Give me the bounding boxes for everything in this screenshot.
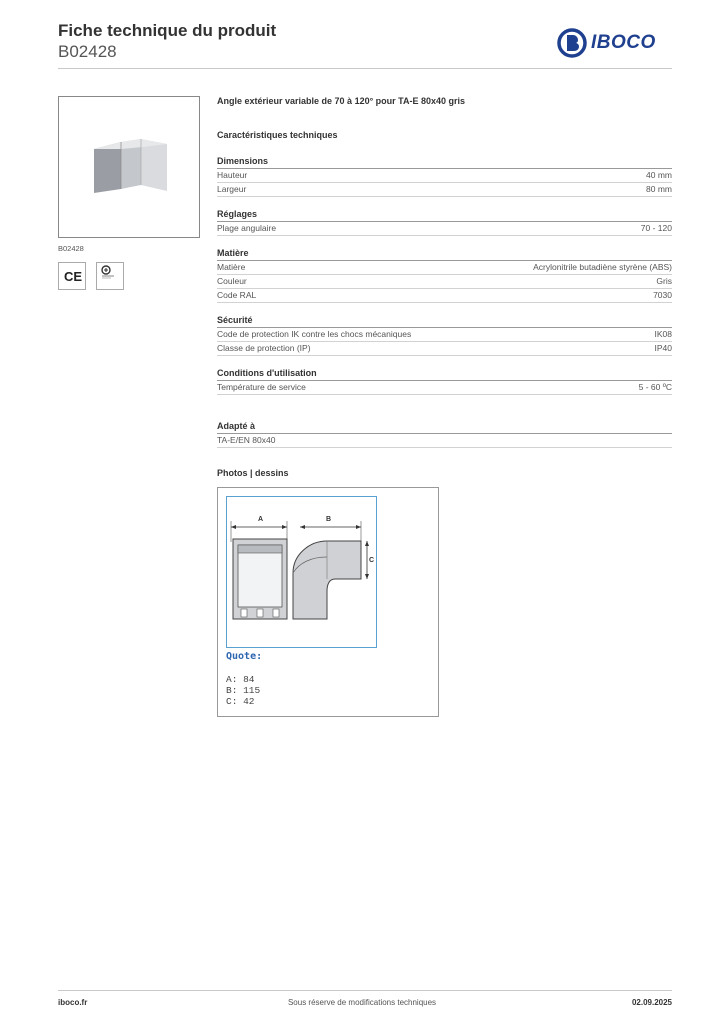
drawing-frame — [226, 496, 377, 648]
spec-value: Acrylonitrile butadiène styrène (ABS) — [533, 262, 672, 272]
image-caption: B02428 — [58, 244, 84, 253]
spec-label: Code de protection IK contre les chocs mécaniques — [217, 329, 412, 339]
section-title-dimensions: Dimensions — [217, 156, 269, 166]
spec-label: Plage angulaire — [217, 223, 277, 233]
logo-wordmark: IBOCO — [591, 32, 656, 53]
section-title-conditions: Conditions d'utilisation — [217, 368, 317, 378]
certification-logo-icon — [97, 263, 123, 289]
spec-row — [217, 261, 672, 275]
section-title-matiere: Matière — [217, 248, 249, 258]
spec-label: Largeur — [217, 184, 247, 194]
quote-line: C: 42 — [226, 696, 255, 707]
spec-row — [217, 275, 672, 289]
spec-row — [217, 169, 672, 183]
certification-badge — [96, 262, 124, 290]
spec-row — [217, 381, 672, 395]
header-divider — [58, 68, 672, 69]
section-title-adapte: Adapté à — [217, 421, 256, 431]
spec-row — [217, 328, 672, 342]
page-title: Fiche technique du produit — [58, 21, 277, 40]
iboco-logo-icon — [557, 28, 589, 58]
ce-certification-badge — [58, 262, 86, 290]
footer-disclaimer: Sous réserve de modifications techniques — [287, 998, 437, 1007]
dimension-label-b: B — [326, 516, 332, 523]
spec-row — [217, 222, 672, 236]
quote-line: B: 115 — [226, 685, 261, 696]
footer-date: 02.09.2025 — [631, 998, 672, 1007]
spec-row — [217, 289, 672, 303]
dimension-label-c: C — [369, 557, 375, 564]
product-description: Angle extérieur variable de 70 à 120° pour TA-E 80x40 gris — [217, 96, 466, 106]
spec-row — [217, 434, 672, 448]
spec-value: 70 - 120 — [640, 223, 672, 233]
spec-label: Hauteur — [217, 170, 248, 180]
spec-label: Classe de protection (IP) — [217, 343, 311, 353]
spec-value: Gris — [656, 276, 672, 286]
spec-label: Couleur — [217, 276, 247, 286]
section-title-reglages: Réglages — [217, 209, 258, 219]
spec-value: 40 mm — [646, 170, 672, 180]
product-code: B02428 — [58, 42, 117, 61]
quote-title: Quote: — [226, 651, 263, 662]
spec-value: IP40 — [654, 343, 672, 353]
product-image — [58, 96, 200, 238]
section-title-securite: Sécurité — [217, 315, 253, 325]
spec-label: Température de service — [217, 382, 306, 392]
spec-label: Matière — [217, 262, 246, 272]
compatible-product: TA-E/EN 80x40 — [217, 435, 276, 445]
dimension-label-a: A — [258, 516, 264, 523]
characteristics-title: Caractéristiques techniques — [217, 130, 338, 140]
spec-label: Code RAL — [217, 290, 257, 300]
page-header — [58, 20, 276, 62]
spec-row — [217, 183, 672, 197]
footer-website[interactable]: iboco.fr — [58, 998, 88, 1007]
spec-value: 7030 — [653, 290, 672, 300]
quote-line: A: 84 — [226, 674, 255, 685]
photos-title: Photos | dessins — [217, 468, 289, 478]
spec-value: 80 mm — [646, 184, 672, 194]
spec-row — [217, 342, 672, 356]
footer-divider — [58, 990, 672, 991]
spec-value: 5 - 60 ºC — [638, 382, 672, 392]
iboco-logo — [557, 28, 675, 58]
ce-mark: CE — [64, 269, 83, 284]
spec-value: IK08 — [654, 329, 672, 339]
